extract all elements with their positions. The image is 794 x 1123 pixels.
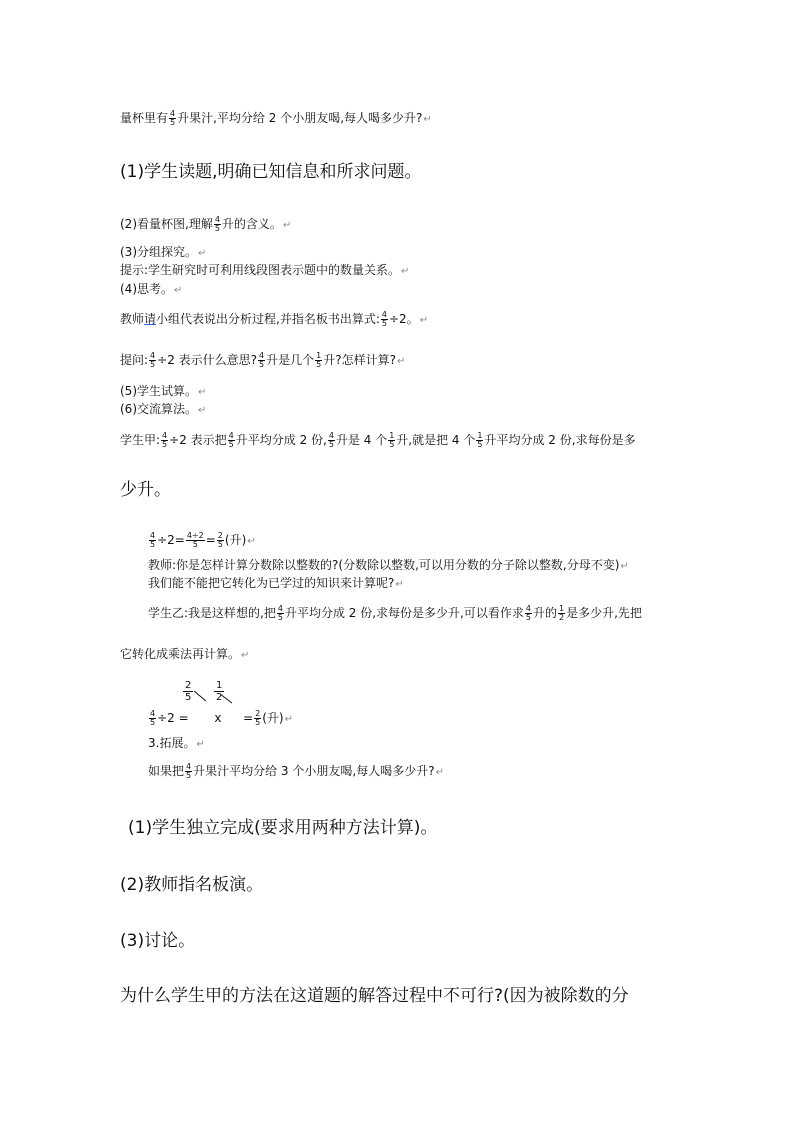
text: 小组代表说出分析过程,并指名板书出算式: <box>156 312 380 326</box>
return-mark: ↵ <box>198 248 207 259</box>
extend-problem <box>148 763 444 780</box>
step-6-exchange <box>120 403 206 416</box>
text: 升平均分成 2 份, <box>235 433 327 447</box>
text: 它转化成乘法再计算。 <box>120 647 241 661</box>
return-mark: ↵ <box>198 405 207 416</box>
step-5-try <box>120 385 206 398</box>
step-4-think <box>120 283 182 296</box>
text: 升的含义。 <box>221 217 282 231</box>
return-mark: ↵ <box>435 767 444 778</box>
return-mark: ↵ <box>196 739 205 750</box>
fraction: $\frac{2}{5}$ <box>217 531 223 549</box>
fraction: $\frac{4}{5}$ <box>162 431 168 449</box>
text: (5)学生试算。 <box>120 384 197 398</box>
student-b-line-cont <box>120 648 249 661</box>
cancel-stroke <box>192 688 210 704</box>
student-b-line <box>148 605 642 622</box>
return-mark: ↵ <box>401 266 410 277</box>
text: x <box>214 711 222 725</box>
text: 升平均分成 2 份,求每份是多少升,可以看作求 <box>284 606 524 620</box>
fraction: $\frac{4\div 2}{5}$ <box>186 531 204 549</box>
fraction: $\frac{4}{5}$ <box>150 531 156 549</box>
text: 提问: <box>120 353 149 367</box>
step-1-read: (1)学生读题,明确已知信息和所求问题。 <box>120 162 422 182</box>
fraction: $\frac{1}{5}$ <box>477 431 483 449</box>
text: ÷2 = <box>157 711 189 725</box>
fraction: $\frac{4}{5}$ <box>228 431 234 449</box>
fraction: $\frac{2}{5}$ <box>255 709 261 727</box>
fraction: $\frac{4}{5}$ <box>277 604 283 622</box>
fraction: $\frac{4}{5}$ <box>525 604 531 622</box>
text: 升的 <box>532 606 557 620</box>
text: 请 <box>144 312 157 326</box>
return-mark: ↵ <box>395 579 404 590</box>
section-extend <box>148 737 205 750</box>
fraction: $\frac{4}{5}$ <box>150 351 156 369</box>
text: 升是 4 个 <box>335 433 388 447</box>
extend-step-3: (3)讨论。 <box>120 931 196 951</box>
fraction: $\frac{1}{2}$ <box>558 604 565 622</box>
text: = <box>205 533 216 547</box>
student-a-line <box>120 432 636 449</box>
text: 升果汁,平均分给 2 个小朋友喝,每人喝多少升? <box>177 111 423 125</box>
equation-division <box>148 532 256 549</box>
fraction: $\frac{4}{5}$ <box>259 351 265 369</box>
text: = <box>243 711 254 725</box>
teacher-question-2 <box>148 577 404 590</box>
problem-statement <box>120 110 432 127</box>
text: 如果把 <box>148 764 185 778</box>
text: 3.拓展。 <box>148 736 196 750</box>
text: (6)交流算法。 <box>120 402 197 416</box>
return-mark: ↵ <box>198 387 207 398</box>
return-mark: ↵ <box>241 650 250 661</box>
text: 升果汁平均分给 3 个小朋友喝,每人喝多少升? <box>193 764 435 778</box>
text: (3)分组探究。 <box>120 245 197 259</box>
text: 学生甲: <box>120 433 161 447</box>
teacher-question <box>148 559 629 572</box>
question-line <box>120 352 405 369</box>
step-3-group <box>120 246 206 259</box>
fraction: $\frac{4}{5}$ <box>328 431 334 449</box>
fraction: $\frac{4}{5}$ <box>186 762 192 780</box>
cancel-stroke <box>218 692 236 706</box>
cancel-fraction-2-5: 2 5 <box>185 680 192 703</box>
text: 提示:学生研究时可利用线段图表示题中的数量关系。 <box>120 263 401 277</box>
fraction: $\frac{4}{5}$ <box>214 215 220 233</box>
discussion-question: 为什么学生甲的方法在这道题的解答过程中不可行?(因为被除数的分 <box>120 986 629 1006</box>
text: (升) <box>262 711 284 725</box>
fraction: $\frac{4}{5}$ <box>381 310 387 328</box>
text: 升是几个 <box>266 353 315 367</box>
extend-step-2: (2)教师指名板演。 <box>120 875 264 895</box>
return-mark: ↵ <box>284 714 293 725</box>
text: 升?怎样计算? <box>323 353 396 367</box>
fraction: $\frac{4}{5}$ <box>170 109 176 127</box>
text: 学生乙:我是这样想的,把 <box>148 606 276 620</box>
fraction: $\frac{1}{5}$ <box>389 431 395 449</box>
step-2-view <box>120 216 291 233</box>
text: 是多少升,先把 <box>566 606 642 620</box>
return-mark: ↵ <box>419 315 429 326</box>
text: (升) <box>224 533 247 547</box>
extend-step-1: (1)学生独立完成(要求用两种方法计算)。 <box>128 818 438 838</box>
equation-multiply <box>148 710 293 727</box>
text: 教师:你是怎样计算分数除以整数的?(分数除以整数,可以用分数的分子除以整数,分母不变) <box>148 558 620 572</box>
return-mark: ↵ <box>396 356 406 367</box>
text: ÷2= <box>157 533 185 547</box>
text: (2)看量杯图,理解 <box>120 217 213 231</box>
return-mark: ↵ <box>174 285 183 296</box>
text: ÷2 表示把 <box>169 433 227 447</box>
return-mark: ↵ <box>423 114 432 125</box>
teacher-instruction <box>120 311 428 328</box>
return-mark: ↵ <box>282 220 292 231</box>
fraction: $\frac{4}{5}$ <box>150 709 156 727</box>
text: 升,就是把 4 个 <box>396 433 476 447</box>
fraction: $\frac{1}{5}$ <box>316 351 322 369</box>
text: 我们能不能把它转化为已学过的知识来计算呢? <box>148 576 395 590</box>
text: 升平均分成 2 份,求每份是多 <box>484 433 636 447</box>
cancel-fraction-1-2: 1 2 <box>216 680 223 703</box>
return-mark: ↵ <box>620 561 629 572</box>
text: 量杯里有 <box>120 111 169 125</box>
text: ÷2 表示什么意思? <box>157 353 258 367</box>
text: 教师 <box>120 312 145 326</box>
student-a-line-cont: 少升。 <box>120 480 171 500</box>
text: (4)思考。 <box>120 282 173 296</box>
hint-line <box>120 264 409 277</box>
text: ÷2。 <box>388 312 419 326</box>
return-mark: ↵ <box>247 536 256 547</box>
